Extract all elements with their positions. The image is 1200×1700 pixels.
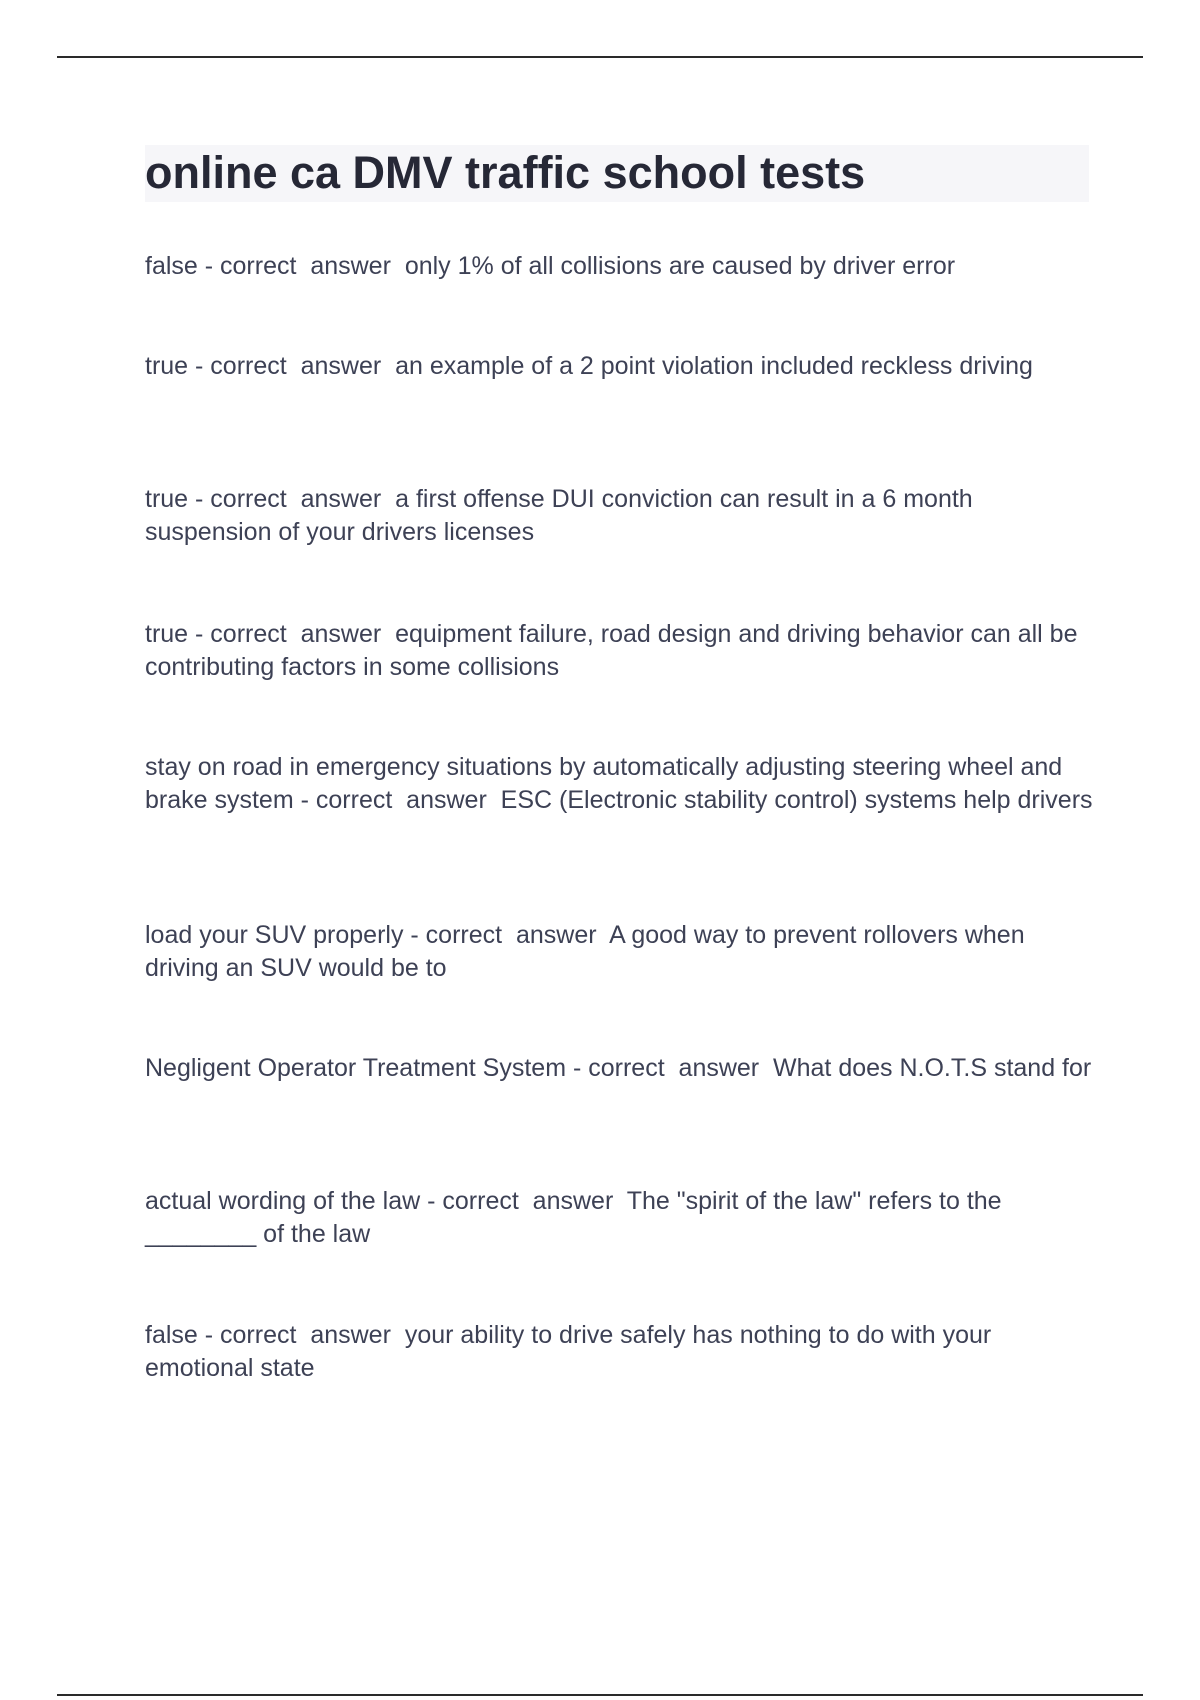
document-title: online ca DMV traffic school tests [145, 147, 866, 198]
qa-item [145, 751, 1095, 817]
qa-answer: false [145, 1321, 198, 1349]
qa-separator: - correct answer [566, 1054, 774, 1082]
qa-item [145, 350, 1095, 383]
qa-item [145, 919, 1095, 985]
qa-answer: true [145, 620, 189, 648]
qa-separator: - correct answer [403, 921, 610, 949]
qa-answer: false [145, 252, 198, 280]
qa-question: The "spirit of the law" refers to the ________ of the law [145, 1187, 1002, 1248]
qa-separator: - correct answer [197, 252, 405, 280]
qa-answer: actual wording of the law [145, 1187, 421, 1215]
top-rule [57, 56, 1143, 58]
qa-answer: load your SUV properly [145, 921, 404, 949]
qa-separator: - correct answer [197, 1321, 405, 1349]
qa-answer: stay on road in emergency situations by automatically adjusting steering wheel and brake system [145, 753, 1063, 814]
qa-answer: Negligent Operator Treatment System [145, 1054, 567, 1082]
qa-question: equipment failure, road design and driving behavior can all be contributing factors in some collisions [145, 620, 1078, 681]
qa-question: A good way to prevent rollovers when driving an SUV would be to [145, 921, 1025, 982]
qa-item [145, 1319, 1095, 1385]
qa-question: ESC (Electronic stability control) systems help drivers [500, 786, 1093, 814]
qa-question: an example of a 2 point violation included reckless driving [395, 352, 1033, 380]
qa-separator: - correct answer [188, 352, 396, 380]
bottom-rule [57, 1694, 1143, 1696]
qa-separator: - correct answer [188, 485, 396, 513]
qa-item [145, 1185, 1095, 1251]
qa-answer: true [145, 352, 189, 380]
qa-answer: true [145, 485, 189, 513]
qa-item [145, 618, 1095, 684]
qa-question: What does N.O.T.S stand for [773, 1054, 1092, 1082]
qa-separator: - correct answer [188, 620, 396, 648]
qa-separator: - correct answer [293, 786, 501, 814]
qa-item [145, 483, 1095, 549]
qa-item [145, 250, 1095, 283]
qa-question: a first offense DUI conviction can result in a 6 month suspension of your drivers licenses [145, 485, 973, 546]
qa-question: only 1% of all collisions are caused by driver error [404, 252, 956, 280]
qa-item [145, 1052, 1095, 1085]
qa-separator: - correct answer [420, 1187, 627, 1215]
qa-question: your ability to drive safely has nothing to do with your emotional state [145, 1321, 992, 1382]
